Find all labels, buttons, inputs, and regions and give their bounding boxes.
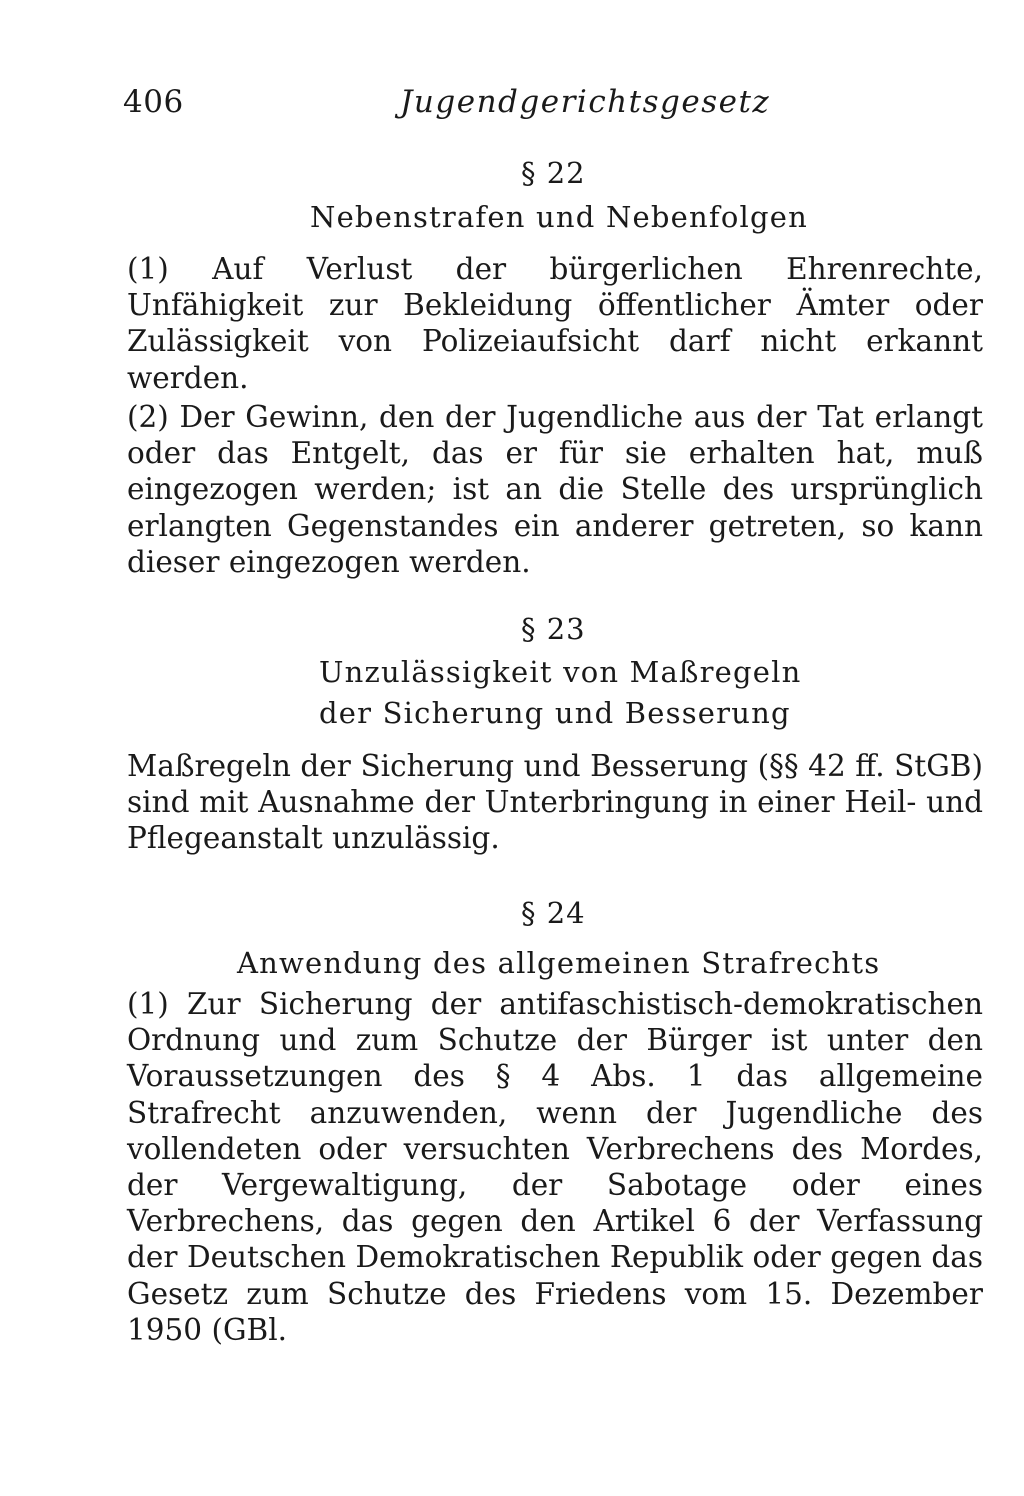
section-23-title-line-1: Unzulässigkeit von Maßregeln: [319, 655, 802, 689]
section-24-number: § 24: [521, 896, 586, 930]
section-22-title: Nebenstrafen und Nebenfolgen: [310, 200, 808, 234]
section-22-paragraph-2: (2) Der Gewinn, den der Jugendliche aus der Tat erlangt oder das Entgelt, das er für sie erhalten hat, muß eingezogen werden; ist an die Stelle des ursprünglich erlangten Gegenstandes ein anderer getreten, so kann dieser eingezogen werden.: [127, 400, 983, 579]
section-24-title: Anwendung des allgemeinen Strafrechts: [237, 946, 881, 980]
page-number: 406: [123, 84, 184, 120]
section-23-title-line-2: der Sicherung und Besserung: [319, 696, 791, 730]
page-header: [123, 84, 771, 132]
section-23-number: § 23: [521, 612, 586, 646]
running-title: Jugendgerichtsgesetz: [400, 84, 771, 120]
section-24-paragraph-1: (1) Zur Sicherung der antifaschistisch-demokratischen Ordnung und zum Schutze der Bürger ist unter den Voraussetzungen des § 4 Abs. 1 das allgemeine Strafrecht anzuwenden, wenn der Jugendliche des vollendeten oder versuchten Verbrechens des Mordes, der Vergewaltigung, der Sabotage oder eines Verbrechens, das gegen den Artikel 6 der Verfassung der Deutschen Demokratischen Republik oder gegen das Gesetz zum Schutze des Friedens vom 15. Dezember 1950 (GBl.: [127, 987, 983, 1347]
section-22-paragraph-1: (1) Auf Verlust der bürgerlichen Ehrenrechte, Unfähigkeit zur Bekleidung öffentlicher Ämter oder Zulässigkeit von Polizeiaufsicht darf nicht erkannt werden.: [127, 252, 983, 395]
section-23-paragraph: Maßregeln der Sicherung und Besserung (§§ 42 ff. StGB) sind mit Ausnahme der Unterbringung in einer Heil- und Pflegeanstalt unzulässig.: [127, 749, 983, 856]
section-22-number: § 22: [521, 156, 586, 190]
